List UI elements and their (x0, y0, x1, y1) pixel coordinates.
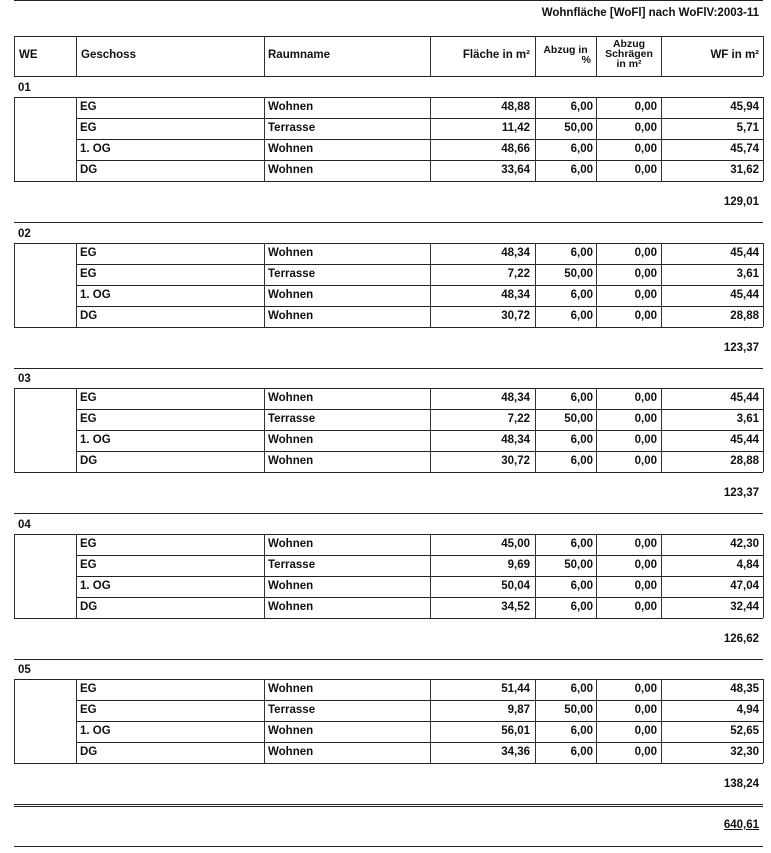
column-separator (763, 97, 764, 181)
cell-wf: 45,44 (730, 247, 759, 259)
column-separator (76, 679, 77, 763)
row-rule (76, 409, 763, 410)
cell-geschoss: EG (80, 683, 97, 695)
cell-geschoss: EG (80, 413, 97, 425)
cell-schraegen: 0,00 (634, 143, 657, 155)
cell-raumname: Wohnen (268, 392, 314, 404)
cell-flaeche: 51,44 (501, 683, 530, 695)
cell-flaeche: 30,72 (501, 455, 530, 467)
col-header-abzug-line1: Abzug in (543, 44, 588, 56)
cell-flaeche: 11,42 (501, 122, 530, 134)
cell-flaeche: 50,04 (501, 580, 530, 592)
column-separator (661, 388, 662, 472)
column-separator (596, 243, 597, 327)
column-separator (763, 534, 764, 618)
cell-schraegen: 0,00 (634, 746, 657, 758)
column-separator (430, 534, 431, 618)
header-border-right (763, 36, 764, 76)
cell-abzug: 50,00 (564, 704, 593, 716)
cell-wf: 42,30 (730, 538, 759, 550)
cell-wf: 5,71 (736, 122, 759, 134)
cell-wf: 4,94 (736, 704, 759, 716)
cell-flaeche: 30,72 (501, 310, 530, 322)
row-rule (76, 264, 763, 265)
cell-geschoss: EG (80, 559, 97, 571)
cell-raumname: Terrasse (268, 122, 316, 134)
cell-abzug: 6,00 (570, 538, 593, 550)
cell-abzug: 50,00 (564, 559, 593, 571)
cell-raumname: Wohnen (268, 101, 314, 113)
cell-schraegen: 0,00 (634, 455, 657, 467)
column-separator (76, 388, 77, 472)
grand-total-top-rule (14, 806, 763, 807)
cell-flaeche: 9,69 (507, 559, 530, 571)
cell-wf: 31,62 (730, 164, 759, 176)
column-separator (661, 243, 662, 327)
cell-geschoss: EG (80, 538, 97, 550)
cell-raumname: Terrasse (268, 704, 316, 716)
bottom-rule (14, 846, 763, 847)
cell-abzug: 6,00 (570, 725, 593, 737)
unit-id: 02 (18, 228, 31, 240)
cell-raumname: Wohnen (268, 580, 314, 592)
col-header-flaeche: Fläche in m² (462, 49, 530, 61)
column-separator (76, 534, 77, 618)
cell-flaeche: 48,34 (501, 247, 530, 259)
row-rule (76, 576, 763, 577)
cell-wf: 45,94 (730, 101, 759, 113)
row-rule (14, 618, 763, 619)
cell-abzug: 6,00 (570, 580, 593, 592)
header-top-rule (14, 36, 763, 37)
row-rule (14, 472, 763, 473)
cell-flaeche: 48,88 (501, 101, 530, 113)
column-separator (76, 97, 77, 181)
unit-subtotal: 129,01 (723, 196, 759, 208)
col-header-schraegen-line1: Abzug (612, 38, 646, 50)
cell-raumname: Wohnen (268, 746, 314, 758)
row-rule (14, 763, 763, 764)
cell-abzug: 6,00 (570, 601, 593, 613)
unit-id: 04 (18, 519, 31, 531)
column-separator (535, 97, 536, 181)
cell-raumname: Wohnen (268, 143, 314, 155)
column-separator (430, 243, 431, 327)
row-rule (14, 181, 763, 182)
cell-abzug: 50,00 (564, 122, 593, 134)
column-separator (264, 243, 265, 327)
cell-flaeche: 34,52 (501, 601, 530, 613)
cell-wf: 45,44 (730, 392, 759, 404)
cell-schraegen: 0,00 (634, 101, 657, 113)
col-header-raumname: Raumname (268, 49, 330, 61)
cell-schraegen: 0,00 (634, 247, 657, 259)
row-rule (76, 139, 763, 140)
cell-geschoss: EG (80, 392, 97, 404)
cell-wf: 3,61 (736, 268, 759, 280)
row-rule (76, 285, 763, 286)
column-separator (264, 97, 265, 181)
cell-wf: 52,65 (730, 725, 759, 737)
cell-abzug: 6,00 (570, 247, 593, 259)
cell-wf: 4,84 (736, 559, 759, 571)
header-sep-1 (76, 36, 77, 76)
cell-flaeche: 48,34 (501, 289, 530, 301)
unit-subtotal: 126,62 (723, 633, 759, 645)
cell-wf: 28,88 (730, 455, 759, 467)
unit-table-top-rule (14, 679, 763, 680)
col-header-wf: WF in m² (710, 49, 759, 61)
row-rule (76, 721, 763, 722)
cell-abzug: 50,00 (564, 268, 593, 280)
cell-schraegen: 0,00 (634, 268, 657, 280)
column-separator (535, 679, 536, 763)
cell-abzug: 50,00 (564, 413, 593, 425)
cell-flaeche: 48,66 (501, 143, 530, 155)
cell-abzug: 6,00 (570, 683, 593, 695)
cell-abzug: 6,00 (570, 143, 593, 155)
cell-raumname: Terrasse (268, 559, 316, 571)
top-rule (14, 0, 763, 1)
cell-geschoss: EG (80, 122, 97, 134)
cell-flaeche: 56,01 (501, 725, 530, 737)
cell-flaeche: 48,34 (501, 392, 530, 404)
column-separator (763, 679, 764, 763)
cell-raumname: Wohnen (268, 601, 314, 613)
column-separator (763, 243, 764, 327)
unit-id: 05 (18, 664, 31, 676)
col-header-geschoss: Geschoss (81, 49, 136, 61)
cell-abzug: 6,00 (570, 746, 593, 758)
cell-wf: 3,61 (736, 413, 759, 425)
cell-abzug: 6,00 (570, 455, 593, 467)
cell-schraegen: 0,00 (634, 413, 657, 425)
row-rule (76, 430, 763, 431)
column-separator (661, 679, 662, 763)
column-separator (596, 97, 597, 181)
col-header-we: WE (19, 49, 38, 61)
unit-id: 01 (18, 82, 31, 94)
col-header-abzug (537, 45, 594, 65)
cell-geschoss: DG (80, 746, 98, 758)
cell-abzug: 6,00 (570, 434, 593, 446)
cell-geschoss: EG (80, 268, 97, 280)
col-header-schraegen-line2: Schrägen (605, 48, 653, 60)
row-rule (14, 327, 763, 328)
cell-schraegen: 0,00 (634, 164, 657, 176)
row-rule (76, 700, 763, 701)
cell-raumname: Terrasse (268, 268, 316, 280)
unit-subtotal: 138,24 (723, 778, 759, 790)
col-header-schraegen (597, 39, 661, 69)
column-separator (661, 534, 662, 618)
cell-flaeche: 7,22 (507, 413, 530, 425)
unit-table-top-rule (14, 534, 763, 535)
cell-schraegen: 0,00 (634, 704, 657, 716)
cell-flaeche: 34,36 (501, 746, 530, 758)
column-separator (430, 97, 431, 181)
row-rule (76, 306, 763, 307)
column-separator (430, 388, 431, 472)
cell-geschoss: 1. OG (80, 434, 111, 446)
cell-abzug: 6,00 (570, 101, 593, 113)
cell-raumname: Wohnen (268, 455, 314, 467)
header-sep-3 (430, 36, 431, 76)
unit-table-top-rule (14, 97, 763, 98)
column-separator (535, 388, 536, 472)
cell-raumname: Wohnen (268, 247, 314, 259)
column-separator (76, 243, 77, 327)
column-separator (430, 679, 431, 763)
cell-geschoss: 1. OG (80, 143, 111, 155)
cell-geschoss: 1. OG (80, 289, 111, 301)
header-bottom-rule (14, 76, 763, 77)
unit-block-bottom-rule (14, 368, 763, 369)
cell-schraegen: 0,00 (634, 434, 657, 446)
cell-wf: 48,35 (730, 683, 759, 695)
cell-abzug: 6,00 (570, 164, 593, 176)
cell-schraegen: 0,00 (634, 392, 657, 404)
col-header-abzug-line2: % (581, 54, 591, 66)
column-separator (14, 97, 15, 181)
cell-flaeche: 48,34 (501, 434, 530, 446)
cell-geschoss: EG (80, 704, 97, 716)
column-separator (661, 97, 662, 181)
column-separator (535, 534, 536, 618)
cell-raumname: Wohnen (268, 310, 314, 322)
cell-raumname: Wohnen (268, 164, 314, 176)
row-rule (76, 742, 763, 743)
cell-raumname: Wohnen (268, 434, 314, 446)
cell-wf: 45,74 (730, 143, 759, 155)
cell-geschoss: EG (80, 247, 97, 259)
column-separator (14, 679, 15, 763)
cell-geschoss: DG (80, 310, 98, 322)
cell-geschoss: 1. OG (80, 725, 111, 737)
header-sep-6 (661, 36, 662, 76)
unit-block-bottom-rule (14, 804, 763, 805)
unit-block-bottom-rule (14, 222, 763, 223)
column-separator (264, 388, 265, 472)
row-rule (76, 597, 763, 598)
cell-geschoss: EG (80, 101, 97, 113)
column-separator (264, 534, 265, 618)
cell-geschoss: 1. OG (80, 580, 111, 592)
unit-subtotal: 123,37 (723, 342, 759, 354)
column-separator (264, 679, 265, 763)
cell-wf: 32,44 (730, 601, 759, 613)
cell-schraegen: 0,00 (634, 580, 657, 592)
cell-schraegen: 0,00 (634, 289, 657, 301)
row-rule (76, 451, 763, 452)
cell-schraegen: 0,00 (634, 683, 657, 695)
cell-geschoss: DG (80, 164, 98, 176)
cell-raumname: Wohnen (268, 725, 314, 737)
cell-abzug: 6,00 (570, 289, 593, 301)
cell-abzug: 6,00 (570, 392, 593, 404)
column-separator (535, 243, 536, 327)
document-title: Wohnfläche [WoFl] nach WoFlV:2003-11 (541, 7, 759, 19)
cell-raumname: Wohnen (268, 538, 314, 550)
cell-raumname: Wohnen (268, 289, 314, 301)
cell-schraegen: 0,00 (634, 725, 657, 737)
column-separator (14, 388, 15, 472)
column-separator (14, 534, 15, 618)
column-separator (596, 388, 597, 472)
column-separator (596, 679, 597, 763)
cell-wf: 47,04 (730, 580, 759, 592)
cell-schraegen: 0,00 (634, 538, 657, 550)
col-header-schraegen-line3: in m² (616, 58, 642, 70)
unit-block-bottom-rule (14, 513, 763, 514)
cell-geschoss: DG (80, 455, 98, 467)
cell-wf: 28,88 (730, 310, 759, 322)
cell-flaeche: 7,22 (507, 268, 530, 280)
column-separator (596, 534, 597, 618)
header-border-left (14, 36, 15, 76)
cell-wf: 45,44 (730, 289, 759, 301)
unit-block-bottom-rule (14, 659, 763, 660)
header-sep-4 (535, 36, 536, 76)
unit-subtotal: 123,37 (723, 487, 759, 499)
header-sep-2 (264, 36, 265, 76)
cell-raumname: Terrasse (268, 413, 316, 425)
column-separator (763, 388, 764, 472)
cell-raumname: Wohnen (268, 683, 314, 695)
cell-geschoss: DG (80, 601, 98, 613)
row-rule (76, 555, 763, 556)
unit-table-top-rule (14, 388, 763, 389)
cell-abzug: 6,00 (570, 310, 593, 322)
cell-schraegen: 0,00 (634, 310, 657, 322)
grand-total-value: 640,61 (723, 819, 759, 831)
column-separator (14, 243, 15, 327)
row-rule (76, 118, 763, 119)
cell-wf: 45,44 (730, 434, 759, 446)
unit-id: 03 (18, 373, 31, 385)
cell-schraegen: 0,00 (634, 559, 657, 571)
cell-flaeche: 9,87 (507, 704, 530, 716)
cell-flaeche: 45,00 (501, 538, 530, 550)
cell-flaeche: 33,64 (501, 164, 530, 176)
unit-table-top-rule (14, 243, 763, 244)
row-rule (76, 160, 763, 161)
cell-schraegen: 0,00 (634, 601, 657, 613)
cell-wf: 32,30 (730, 746, 759, 758)
cell-schraegen: 0,00 (634, 122, 657, 134)
